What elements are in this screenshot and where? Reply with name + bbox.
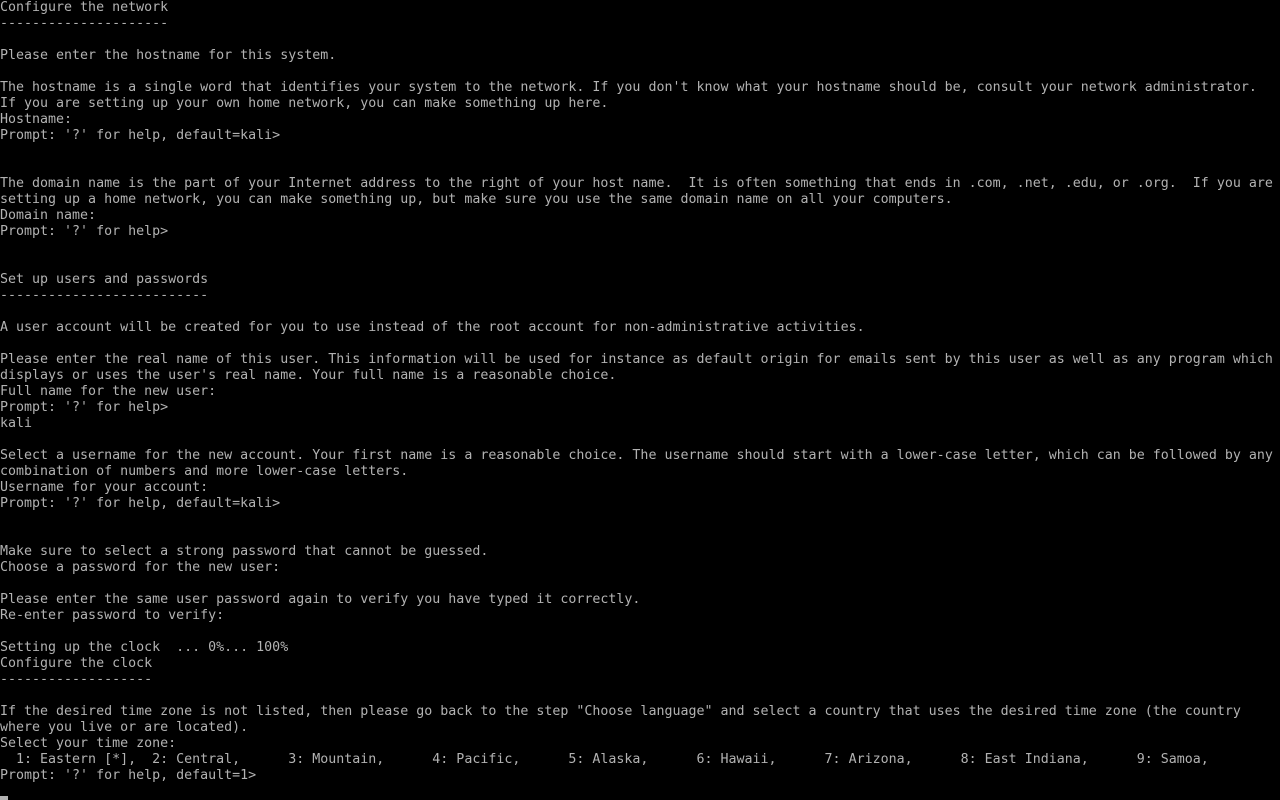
username-field-label: Username for your account: — [0, 480, 209, 495]
spacer — [0, 144, 1280, 160]
timezone-prompt[interactable]: Prompt: '?' for help, default=1> — [0, 768, 257, 783]
domain-prompt: Prompt: '?' for help> — [0, 224, 169, 239]
clock-progress: Setting up the clock ... 0%... 100% — [0, 640, 289, 655]
username-prompt: Prompt: '?' for help, default=kali> — [0, 496, 281, 511]
timezone-description-line1: If the desired time zone is not listed, then please go back to the step "Choose language" and select a country that uses the desired time zone (the country — [0, 704, 1241, 719]
timezone-field-label: Select your time zone: — [0, 736, 177, 751]
spacer — [0, 512, 1280, 528]
username-description-line1: Select a username for the new account. Your first name is a reasonable choice. The username should start with a lower-case letter, which can be followed by any — [0, 448, 1273, 463]
network-section-title: Configure the network — [0, 0, 169, 15]
spacer — [0, 432, 1280, 448]
clock-section-underline: ------------------- — [0, 672, 153, 687]
password-verify-note: Please enter the same user password again to verify you have typed it correctly. — [0, 592, 641, 607]
password-verify-label: Re-enter password to verify: — [0, 608, 225, 623]
username-description-line2: combination of numbers and more lower-case letters. — [0, 464, 409, 479]
users-section-underline: -------------------------- — [0, 288, 209, 303]
users-section-title: Set up users and passwords — [0, 272, 209, 287]
spacer — [0, 256, 1280, 272]
spacer — [0, 624, 1280, 640]
hostname-description-line2: If you are setting up your own home network, you can make something up here. — [0, 96, 609, 111]
fullname-description-line2: displays or uses the user's real name. Your full name is a reasonable choice. — [0, 368, 617, 383]
spacer — [0, 688, 1280, 704]
spacer — [0, 528, 1280, 544]
spacer — [0, 304, 1280, 320]
terminal-cursor — [0, 796, 8, 800]
password-field-label: Choose a password for the new user: — [0, 560, 281, 575]
fullname-entered-value: kali — [0, 416, 33, 431]
fullname-description-line1: Please enter the real name of this user. This information will be used for instance as default origin for emails sent by this user as well as any program which — [0, 352, 1273, 367]
section-configure-clock — [0, 624, 1280, 784]
user-account-note: A user account will be created for you to use instead of the root account for non-administrative activities. — [0, 320, 865, 335]
domain-description-line2: setting up a home network, you can make something up, but make sure you use the same domain name on all your computers. — [0, 192, 953, 207]
section-users-passwords — [0, 240, 1280, 624]
domain-field-label: Domain name: — [0, 208, 97, 223]
spacer — [0, 336, 1280, 352]
fullname-prompt: Prompt: '?' for help> — [0, 400, 169, 415]
spacer — [0, 240, 1280, 256]
spacer — [0, 160, 1280, 176]
hostname-question: Please enter the hostname for this system. — [0, 48, 337, 63]
clock-section-title: Configure the clock — [0, 656, 153, 671]
fullname-field-label: Full name for the new user: — [0, 384, 217, 399]
timezone-options: 1: Eastern [*], 2: Central, 3: Mountain, 4: Pacific, 5: Alaska, 6: Hawaii, 7: Arizona, 8: East Indiana, 9: Samoa, — [0, 752, 1209, 767]
hostname-description-line1: The hostname is a single word that identifies your system to the network. If you don't know what your hostname should be, consult your network administrator. — [0, 80, 1257, 95]
hostname-field-label: Hostname: — [0, 112, 73, 127]
password-note: Make sure to select a strong password that cannot be guessed. — [0, 544, 489, 559]
section-configure-network — [0, 0, 1280, 240]
spacer — [0, 64, 1280, 80]
domain-description-line1: The domain name is the part of your Internet address to the right of your host name. It is often something that ends in .com, .net, .edu, or .org. If you are — [0, 176, 1273, 191]
hostname-prompt: Prompt: '?' for help, default=kali> — [0, 128, 281, 143]
network-section-underline: --------------------- — [0, 16, 169, 31]
timezone-description-line2: where you live or are located). — [0, 720, 249, 735]
spacer — [0, 576, 1280, 592]
spacer — [0, 32, 1280, 48]
